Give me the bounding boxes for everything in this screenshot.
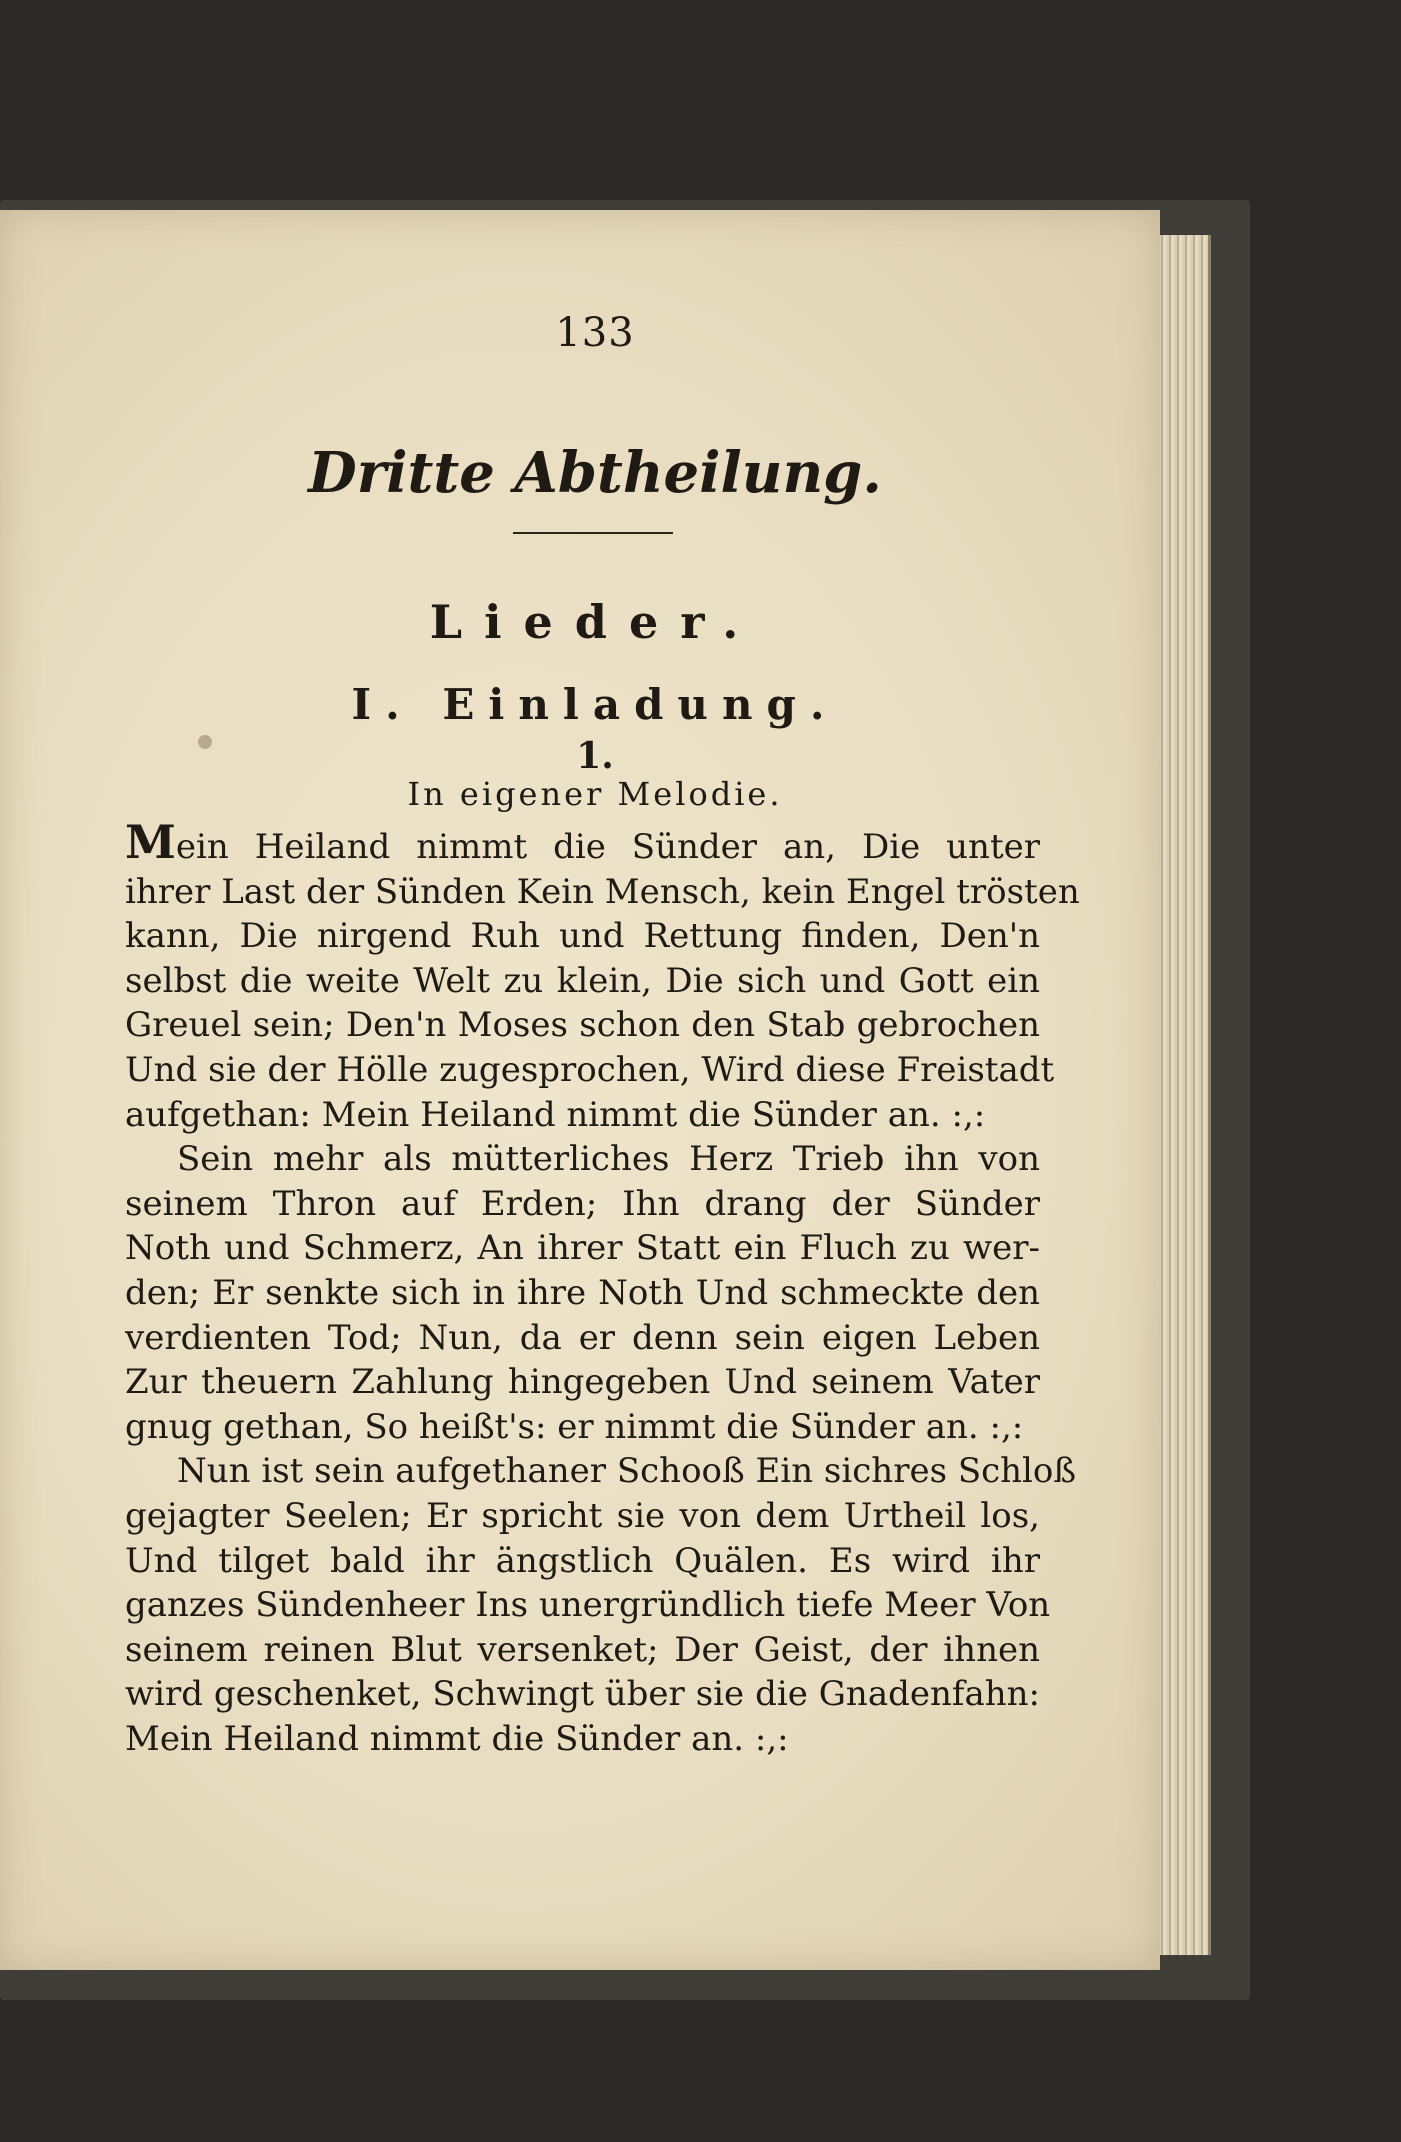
section-title: Dritte Abtheilung. xyxy=(308,440,882,506)
page-number: 133 xyxy=(555,310,635,356)
verse-line: Greuel sein; Den'n Moses schon den Stab gebrochen xyxy=(125,1005,1040,1046)
verse-line: Sein mehr als mütterliches Herz Trieb ihn von xyxy=(177,1139,1040,1180)
verse-line: Noth und Schmerz, An ihrer Statt ein Fluch zu wer- xyxy=(125,1228,1040,1269)
verse-line: verdienten Tod; Nun, da er denn sein eigen Leben xyxy=(125,1317,1040,1358)
verse-line: Mein Heiland nimmt die Sünder an, Die unter xyxy=(125,815,1040,869)
hymn-text xyxy=(125,815,1080,1761)
verse-line: Und tilget bald ihr ängstlich Quälen. Es wird ihr xyxy=(125,1540,1040,1581)
verse-line: Mein Heiland nimmt die Sünder an. :,: xyxy=(125,1718,789,1759)
melody-note: In eigener Melodie. xyxy=(407,775,783,813)
verse-line: gejagter Seelen; Er spricht sie von dem Urtheil los, xyxy=(125,1495,1040,1536)
verse-line: ganzes Sündenheer Ins unergründlich tiefe Meer Von xyxy=(125,1585,1051,1626)
verse-line: den; Er senkte sich in ihre Noth Und schmeckte den xyxy=(125,1272,1040,1313)
verse-line: selbst die weite Welt zu klein, Die sich und Gott ein xyxy=(125,960,1040,1001)
title-divider xyxy=(513,532,673,534)
verse-line: gnug gethan, So heißt's: er nimmt die Sünder an. :,: xyxy=(125,1406,1024,1447)
verse-line: Und sie der Hölle zugesprochen, Wird diese Freistadt xyxy=(125,1049,1055,1090)
chapter-heading: I. Einladung. xyxy=(351,680,839,729)
verse-line: Nun ist sein aufgethaner Schooß Ein sichres Schloß xyxy=(177,1451,1077,1492)
verse-line: kann, Die nirgend Ruh und Rettung finden, Den'n xyxy=(125,916,1040,957)
verse-line: aufgethan: Mein Heiland nimmt die Sünder an. :,: xyxy=(125,1094,986,1135)
verse-line: wird geschenket, Schwingt über sie die Gnadenfahn: xyxy=(125,1674,1040,1715)
verse-line: Zur theuern Zahlung hingegeben Und seinem Vater xyxy=(125,1362,1040,1403)
songs-heading: Lieder. xyxy=(429,595,761,649)
dropcap: M xyxy=(125,815,176,869)
verse-line: ihrer Last der Sünden Kein Mensch, kein Engel trösten xyxy=(125,871,1080,912)
hymn-number: 1. xyxy=(576,735,614,777)
verse-line: seinem reinen Blut versenket; Der Geist, der ihnen xyxy=(125,1629,1040,1670)
verse-line: seinem Thron auf Erden; Ihn drang der Sünder xyxy=(125,1183,1040,1224)
